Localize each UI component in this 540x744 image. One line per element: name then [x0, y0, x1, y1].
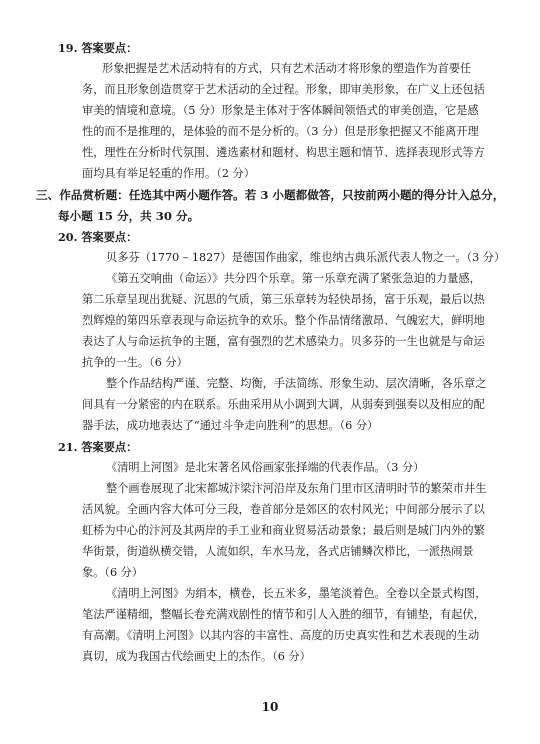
section-3-title: 三、作品赏析题：任选其中两小题作答。若 3 小题都做答，只按前两小题的得分计入总分，	[36, 188, 505, 202]
q21-line: 华街景，街道纵横交错，人流如织，车水马龙，各式店铺鳞次栉比，一派热闹景	[82, 545, 474, 558]
q21-line: 笔法严谨精细，整幅长卷充满戏剧性的情节和引人入胜的细节，有铺垫，有起伏，	[82, 608, 485, 621]
q20-line: 《第五交响曲（命运）》共分四个乐章。第一乐章充满了紧张急迫的力量感，	[106, 272, 481, 285]
q20-line: 贝多芬（1770 – 1827）是德国作曲家，维也纳古典乐派代表人物之一。（3 分）	[106, 251, 506, 264]
q21-line: 活风貌。全画内容大体可分三段，卷首部分是郊区的农村风光；中间部分展示了以	[82, 503, 485, 516]
q20-line: 烈辉煌的第四乐章表现与命运抗争的欢乐。整个作品情绪激昂、气魄宏大，鲜明地	[82, 314, 485, 327]
q21-heading: 21. 答案要点：	[58, 440, 138, 454]
q20-line: 整个作品结构严谨、完整、均衡，手法简练、形象生动、层次清晰，各乐章之	[106, 377, 487, 390]
q21-line: 象。（6 分）	[82, 566, 144, 579]
q19-line: 性的而不是推理的，是体验的而不是分析的。（3 分）但是形象把握又不能离开理	[82, 125, 479, 138]
q19-line: 审美的情境和意境。（5 分）形象是主体对于客体瞬间领悟式的审美创造，它是感	[82, 104, 479, 117]
q20-heading: 20. 答案要点：	[58, 230, 138, 244]
q20-line: 间具有一分紧密的内在联系。乐曲采用从小调到大调，从弱奏到强奏以及相应的配	[82, 398, 485, 411]
page-number: 10	[261, 700, 279, 714]
q21-line: 整个画卷展现了北宋都城汴梁汴河沿岸及东角门里市区清明时节的繁荣市井生	[106, 482, 487, 495]
q19-line: 务，而且形象创造贯穿于艺术活动的全过程。形象，即审美形象，在广义上还包括	[82, 83, 485, 96]
q21-line: 真切，成为我国古代绘画史上的杰作。（6 分）	[82, 650, 311, 663]
q21-line: 虹桥为中心的汴河及其两岸的手工业和商业贸易活动景象；最后则是城门内外的繁	[82, 524, 485, 537]
q19-line: 形象把握是艺术活动特有的方式，只有艺术活动才将形象的塑造作为首要任	[102, 62, 472, 75]
q19-heading: 19. 答案要点：	[58, 41, 138, 55]
q20-line: 器手法，成功地表达了“通过斗争走向胜利”的思想。（6 分）	[82, 419, 379, 432]
q19-line: 面均具有举足轻重的作用。（2 分）	[82, 167, 255, 180]
section-3-scoring: 每小题 15 分，共 30 分。	[58, 209, 200, 223]
q19-line: 性，理性在分析时代氛围、遴选素材和题材、构思主题和情节、选择表现形式等方	[82, 146, 485, 159]
q20-line: 抗争的一生。（6 分）	[82, 356, 188, 369]
q20-line: 第二乐章呈现出犹疑、沉思的气质，第三乐章转为轻快昂扬，富于乐观，最后以热	[82, 293, 485, 306]
q21-line: 《清明上河图》为绢本，横卷，长五米多，墨笔淡着色。全卷以全景式构图，	[106, 587, 487, 600]
q21-line: 《清明上河图》是北宋著名风俗画家张择端的代表作品。（3 分）	[106, 461, 425, 474]
q21-line: 有高潮。《清明上河图》以其内容的丰富性、高度的历史真实性和艺术表现的生动	[82, 629, 480, 642]
q20-line: 表达了人与命运抗争的主题，富有强烈的艺术感染力。贝多芬的一生也就是与命运	[82, 335, 485, 348]
